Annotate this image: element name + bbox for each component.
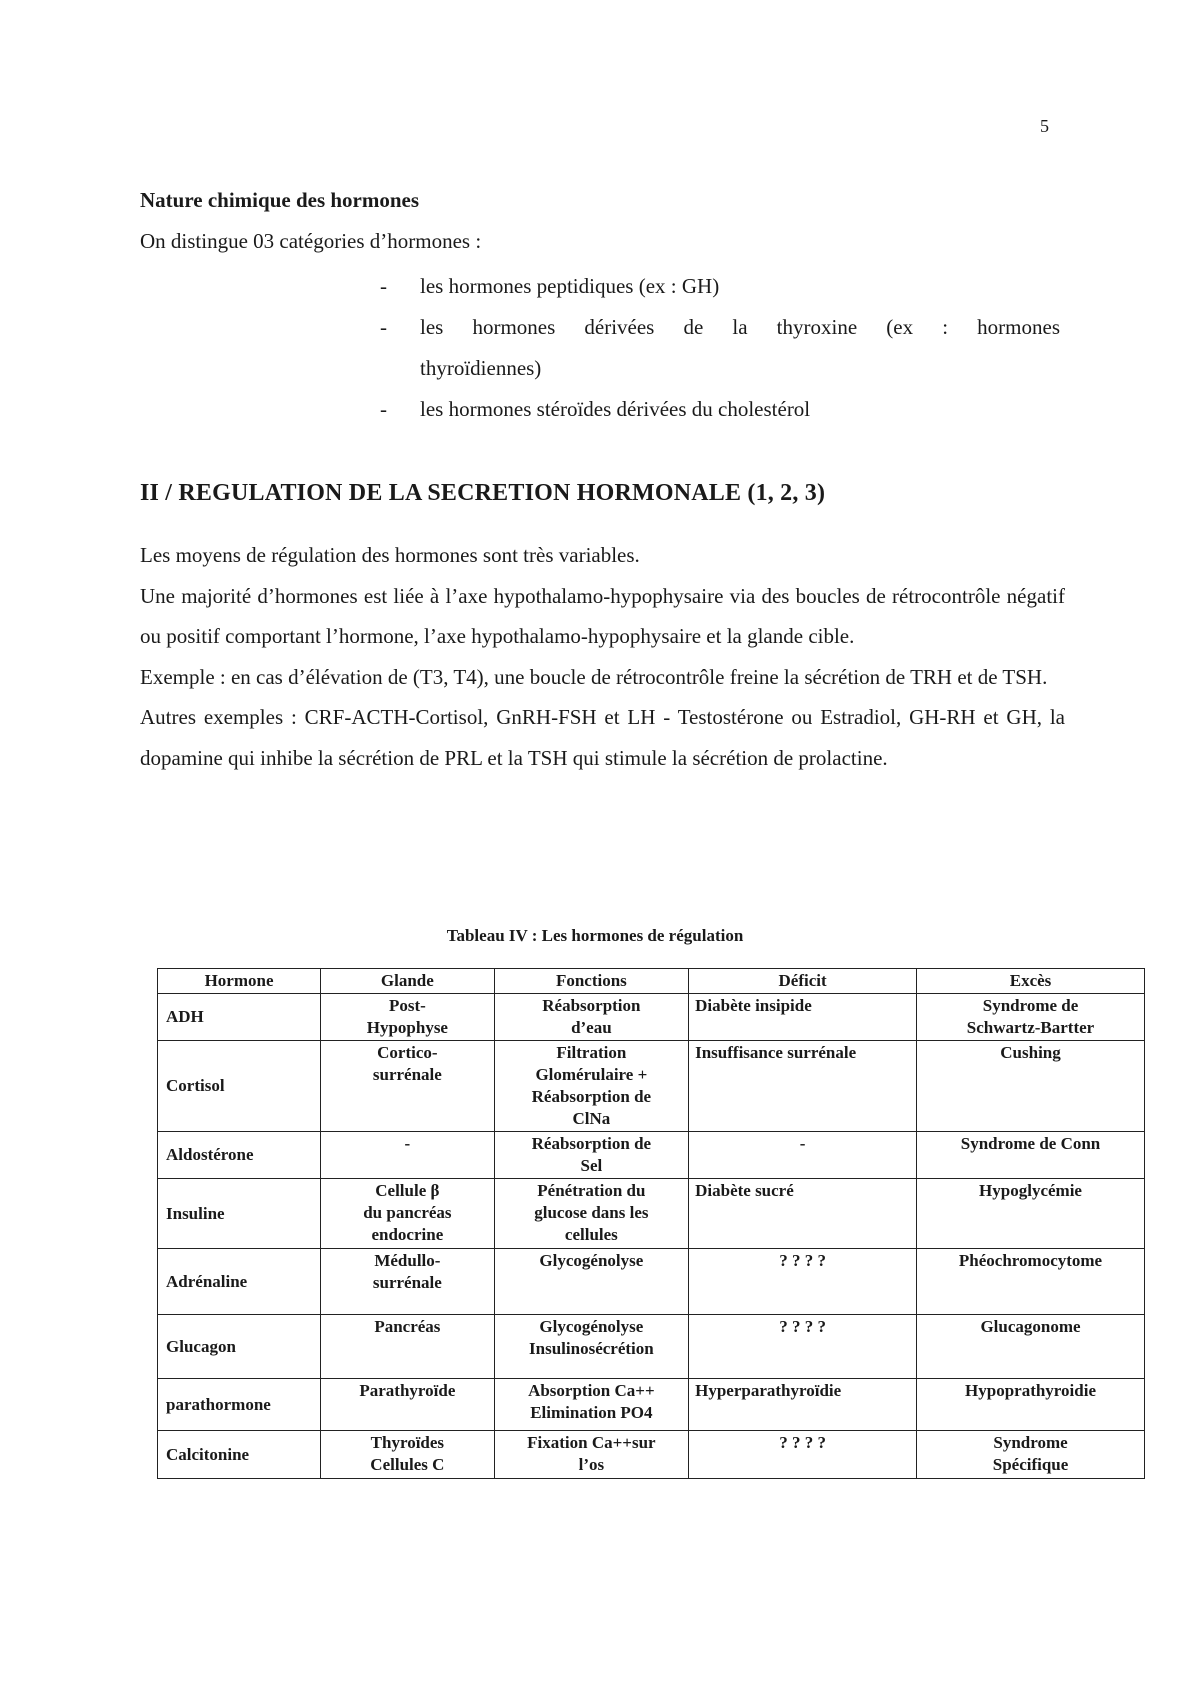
table-row xyxy=(158,1132,1145,1179)
cell-fonctions: Fixation Ca++sur l’os xyxy=(494,1431,688,1479)
list-item-continuation: thyroïdiennes) xyxy=(420,356,542,380)
cell-hormone: Aldostérone xyxy=(158,1132,321,1179)
cell-deficit: ? ? ? ? xyxy=(689,1431,917,1479)
column-header-exces: Excès xyxy=(917,969,1145,994)
cell-exces: Hypoprathyroidie xyxy=(917,1379,1145,1431)
paragraph: Autres exemples : CRF-ACTH-Cortisol, GnRH-FSH et LH - Testostérone ou Estradiol, GH-RH et GH, la dopamine qui inhibe la sécrétion de PRL et la TSH qui stimule la sécrétion de prolactine. xyxy=(140,705,1065,770)
hormones-table xyxy=(157,968,1145,1479)
list-item xyxy=(380,307,1060,389)
cell-glande: Parathyroïde xyxy=(321,1379,495,1431)
cell-hormone: Calcitonine xyxy=(158,1431,321,1479)
list-item-text: les hormones peptidiques (ex : GH) xyxy=(420,274,720,298)
cell-exces: Glucagonome xyxy=(917,1315,1145,1379)
table-row xyxy=(158,1249,1145,1315)
cell-deficit: ? ? ? ? xyxy=(689,1315,917,1379)
cell-glande: Médullo- surrénale xyxy=(321,1249,495,1315)
cell-fonctions: Pénétration du glucose dans les cellules xyxy=(494,1179,688,1249)
cell-deficit: Insuffisance surrénale xyxy=(689,1041,917,1132)
cell-deficit: - xyxy=(689,1132,917,1179)
cell-fonctions: Réabsorption d’eau xyxy=(494,994,688,1041)
cell-deficit: Hyperparathyroïdie xyxy=(689,1379,917,1431)
cell-fonctions: Réabsorption de Sel xyxy=(494,1132,688,1179)
cell-hormone: Glucagon xyxy=(158,1315,321,1379)
cell-fonctions: Glycogénolyse xyxy=(494,1249,688,1315)
table-header-row xyxy=(158,969,1145,994)
table-caption: Tableau IV : Les hormones de régulation xyxy=(446,926,744,945)
cell-hormone: Insuline xyxy=(158,1179,321,1249)
cell-fonctions: Glycogénolyse Insulinosécrétion xyxy=(494,1315,688,1379)
table-body xyxy=(158,994,1145,1479)
cell-exces: Syndrome de Schwartz-Bartter xyxy=(917,994,1145,1041)
table-row xyxy=(158,1179,1145,1249)
cell-hormone: Adrénaline xyxy=(158,1249,321,1315)
hormone-category-list xyxy=(380,266,1060,430)
intro-text: On distingue 03 catégories d’hormones : xyxy=(140,229,482,253)
cell-fonctions: Absorption Ca++ Elimination PO4 xyxy=(494,1379,688,1431)
cell-hormone: Cortisol xyxy=(158,1041,321,1132)
cell-exces: Syndrome Spécifique xyxy=(917,1431,1145,1479)
list-item-text: les hormones dérivées de la thyroxine (ex : hormones xyxy=(420,315,1060,339)
list-bullet: - xyxy=(380,274,387,298)
section-heading-nature: Nature chimique des hormones xyxy=(140,188,420,212)
cell-exces: Phéochromocytome xyxy=(917,1249,1145,1315)
column-header-fonctions: Fonctions xyxy=(494,969,688,994)
body-text xyxy=(140,535,1065,778)
column-header-hormone: Hormone xyxy=(158,969,321,994)
section-title: II / REGULATION DE LA SECRETION HORMONALE (1, 2, 3) xyxy=(140,480,826,506)
cell-exces: Hypoglycémie xyxy=(917,1179,1145,1249)
cell-hormone: ADH xyxy=(158,994,321,1041)
cell-glande: Cellule β du pancréas endocrine xyxy=(321,1179,495,1249)
cell-glande: Cortico- surrénale xyxy=(321,1041,495,1132)
list-item xyxy=(380,266,1060,307)
table-row xyxy=(158,1315,1145,1379)
page-number: 5 xyxy=(1040,116,1049,136)
list-item-text: les hormones stéroïdes dérivées du cholestérol xyxy=(420,397,811,421)
paragraph: Les moyens de régulation des hormones sont très variables. xyxy=(140,543,640,567)
cell-glande: - xyxy=(321,1132,495,1179)
cell-glande: Post- Hypophyse xyxy=(321,994,495,1041)
cell-exces: Cushing xyxy=(917,1041,1145,1132)
cell-glande: Pancréas xyxy=(321,1315,495,1379)
cell-deficit: ? ? ? ? xyxy=(689,1249,917,1315)
cell-hormone: parathormone xyxy=(158,1379,321,1431)
cell-exces: Syndrome de Conn xyxy=(917,1132,1145,1179)
paragraph: Exemple : en cas d’élévation de (T3, T4), une boucle de rétrocontrôle freine la sécrétion de TRH et de TSH. xyxy=(140,664,1048,689)
paragraph: Une majorité d’hormones est liée à l’axe hypothalamo-hypophysaire via des boucles de rétrocontrôle négatif ou positif comportant l’hormone, l’axe hypothalamo-hypophysaire et la glande cible. xyxy=(140,583,1065,648)
list-bullet: - xyxy=(380,315,387,339)
table-row xyxy=(158,994,1145,1041)
cell-deficit: Diabète insipide xyxy=(689,994,917,1041)
table-row xyxy=(158,1431,1145,1479)
table-row xyxy=(158,1379,1145,1431)
table-row xyxy=(158,1041,1145,1132)
column-header-glande: Glande xyxy=(321,969,495,994)
list-item xyxy=(380,389,1060,430)
column-header-deficit: Déficit xyxy=(689,969,917,994)
list-bullet: - xyxy=(380,397,387,421)
cell-deficit: Diabète sucré xyxy=(689,1179,917,1249)
cell-fonctions: Filtration Glomérulaire + Réabsorption de ClNa xyxy=(494,1041,688,1132)
cell-glande: Thyroïdes Cellules C xyxy=(321,1431,495,1479)
